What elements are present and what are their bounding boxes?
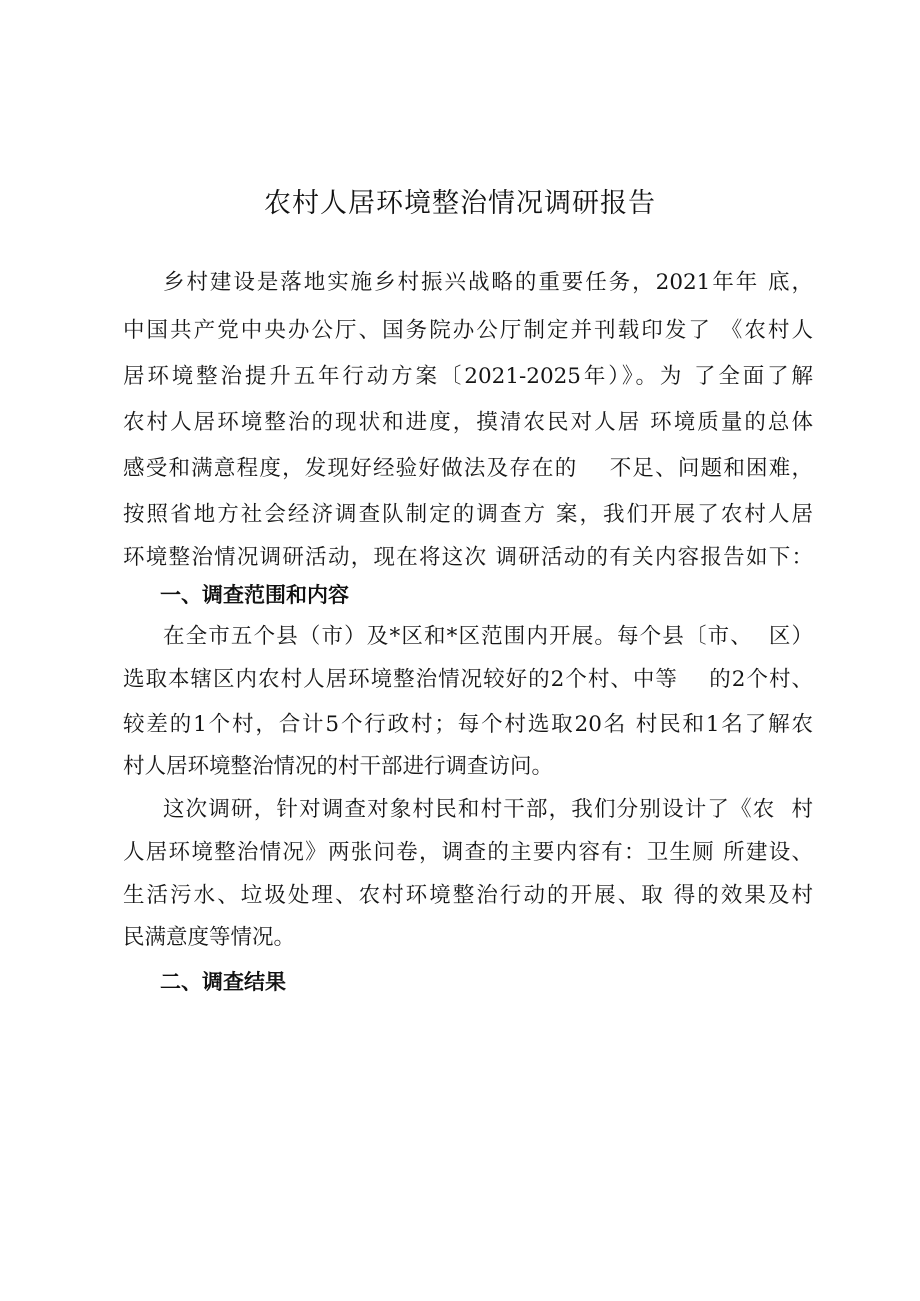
section-heading-1: 一、调查范围和内容 [160,583,349,607]
paragraph-1-line-2: 中国共产党中央办公厅、国务院办公厅制定并刊载印发了 《农村人 [123,318,813,343]
paragraph-3-line-2: 人居环境整治情况》两张问卷，调查的主要内容有：卫生厕 所建设、 [123,840,813,865]
paragraph-1-line-6: 按照省地方社会经济调查队制定的调查方 案，我们开展了农村人居 [123,502,813,527]
paragraph-1-line-1: 乡村建设是落地实施乡村振兴战略的重要任务，2021年年 底， [163,270,813,295]
paragraph-1-line-3: 居环境整治提升五年行动方案〔2021-2025年）》。为 了全面了解 [123,364,813,389]
paragraph-3-line-3: 生活污水、垃圾处理、农村环境整治行动的开展、取 得的效果及村 [123,883,813,908]
paragraph-3-line-1: 这次调研，针对调查对象村民和村干部，我们分别设计了《农 村 [163,797,813,822]
paragraph-2-line-1: 在全市五个县（市）及*区和*区范围内开展。每个县〔市、 区） [163,624,813,649]
paragraph-2-line-3: 较差的1个村，合计5个行政村；每个村选取20名 村民和1名了解农 [123,712,813,737]
paragraph-1-line-4: 农村人居环境整治的现状和进度，摸清农民对人居 环境质量的总体 [123,410,813,435]
paragraph-2-line-2: 选取本辖区内农村人居环境整治情况较好的2个村、中等 的2个村、 [123,667,813,692]
paragraph-2-line-4: 村人居环境整治情况的村干部进行调查访问。 [123,754,554,779]
paragraph-3-line-4: 民满意度等情况。 [123,925,296,950]
paragraph-1-line-7: 环境整治情况调研活动，现在将这次 调研活动的有关内容报告如下： [123,545,813,570]
section-heading-2: 二、调查结果 [160,970,286,994]
document-title: 农村人居环境整治情况调研报告 [264,188,656,219]
paragraph-1-line-5: 感受和满意程度，发现好经验好做法及存在的 不足、问题和困难， [123,456,813,481]
